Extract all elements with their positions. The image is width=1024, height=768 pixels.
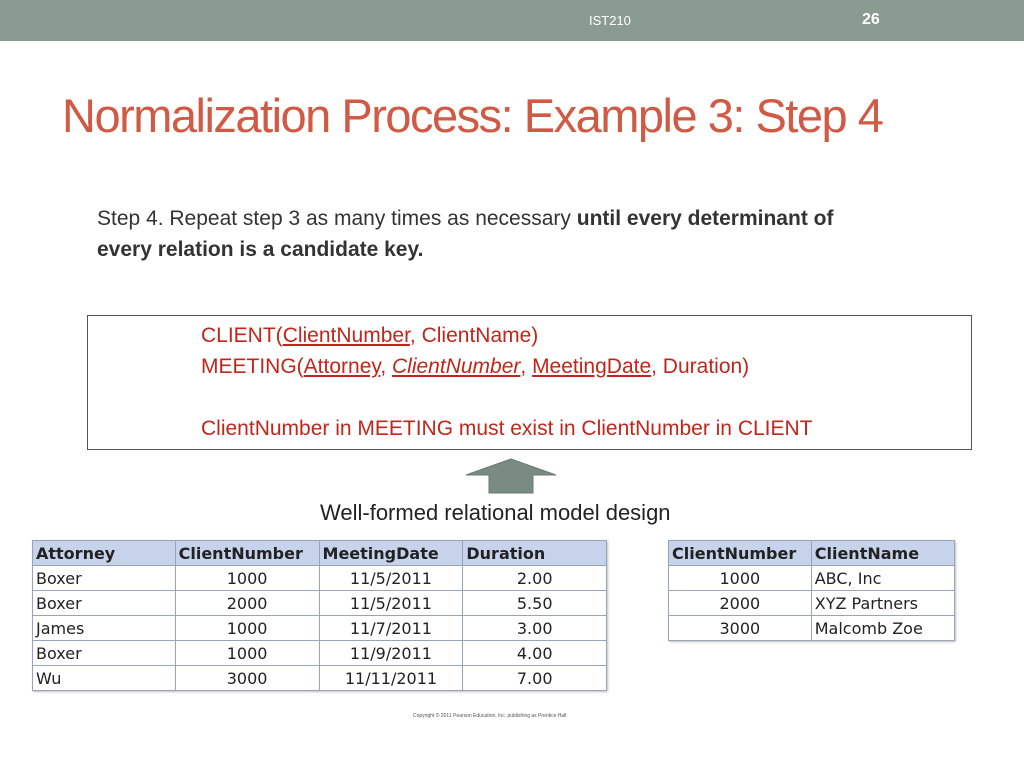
- page-number: 26: [862, 11, 880, 28]
- table-cell: 11/5/2011: [319, 591, 463, 616]
- step-text-normal: Step 4. Repeat step 3 as many times as necessary: [97, 207, 577, 230]
- column-header: ClientName: [811, 541, 954, 566]
- client-table: [668, 540, 955, 641]
- table-cell: 11/9/2011: [319, 641, 463, 666]
- table-row: [669, 566, 955, 591]
- table-header-row: [33, 541, 607, 566]
- table-cell: James: [33, 616, 176, 641]
- table-cell: 2000: [669, 591, 812, 616]
- slide-title: Normalization Process: Example 3: Step 4: [62, 89, 883, 142]
- copyright-notice: Copyright © 2011 Pearson Education, Inc. publishing as Prentice Hall: [413, 713, 567, 719]
- table-row: [669, 616, 955, 641]
- caption: Well-formed relational model design: [320, 500, 671, 525]
- meeting-schema-prefix: MEETING(: [201, 355, 304, 378]
- table-row: [33, 641, 607, 666]
- column-header: Attorney: [33, 541, 176, 566]
- table-cell: 1000: [175, 616, 319, 641]
- table-cell: 11/5/2011: [319, 566, 463, 591]
- meeting-key-clientnumber: ClientNumber: [392, 355, 521, 378]
- table-cell: Boxer: [33, 591, 176, 616]
- header-bar: [0, 0, 1024, 41]
- table-cell: Malcomb Zoe: [811, 616, 954, 641]
- meeting-key-attorney: Attorney: [303, 355, 381, 378]
- table-cell: 3.00: [463, 616, 607, 641]
- meeting-schema: [201, 355, 749, 379]
- meeting-table: [32, 540, 607, 691]
- table-cell: 11/7/2011: [319, 616, 463, 641]
- client-schema-prefix: CLIENT(: [201, 324, 283, 347]
- meeting-sep-1: ,: [380, 355, 392, 378]
- referential-constraint: ClientNumber in MEETING must exist in ClientNumber in CLIENT: [201, 417, 813, 440]
- meeting-sep-2: ,: [520, 355, 533, 378]
- column-header: ClientNumber: [175, 541, 319, 566]
- table-row: [33, 666, 607, 691]
- table-cell: 1000: [175, 566, 319, 591]
- table-cell: ABC, Inc: [811, 566, 954, 591]
- table-header-row: [669, 541, 955, 566]
- meeting-key-meetingdate: MeetingDate: [532, 355, 652, 378]
- course-label: IST210: [589, 13, 631, 28]
- schema-box: [87, 315, 972, 450]
- table-row: [33, 616, 607, 641]
- table-cell: XYZ Partners: [811, 591, 954, 616]
- table-cell: Wu: [33, 666, 176, 691]
- table-cell: 3000: [175, 666, 319, 691]
- client-schema-rest: , ClientName): [409, 324, 539, 347]
- table-row: [33, 591, 607, 616]
- table-cell: 2000: [175, 591, 319, 616]
- table-cell: Boxer: [33, 641, 176, 666]
- table-cell: 7.00: [463, 666, 607, 691]
- table-cell: 11/11/2011: [319, 666, 463, 691]
- table-row: [33, 566, 607, 591]
- meeting-schema-rest: , Duration): [651, 355, 750, 378]
- client-schema-key: ClientNumber: [282, 324, 410, 347]
- column-header: MeetingDate: [319, 541, 463, 566]
- table-cell: 1000: [175, 641, 319, 666]
- table-row: [669, 591, 955, 616]
- column-header: ClientNumber: [669, 541, 812, 566]
- table-cell: 1000: [669, 566, 812, 591]
- table-cell: 2.00: [463, 566, 607, 591]
- table-cell: 4.00: [463, 641, 607, 666]
- column-header: Duration: [463, 541, 607, 566]
- table-cell: 5.50: [463, 591, 607, 616]
- table-cell: Boxer: [33, 566, 176, 591]
- up-arrow-icon: [465, 458, 557, 494]
- step-description: [97, 203, 857, 265]
- client-schema: [201, 324, 538, 348]
- step-text-bold: until every determinant of every relation is a candidate key.: [97, 207, 834, 261]
- table-cell: 3000: [669, 616, 812, 641]
